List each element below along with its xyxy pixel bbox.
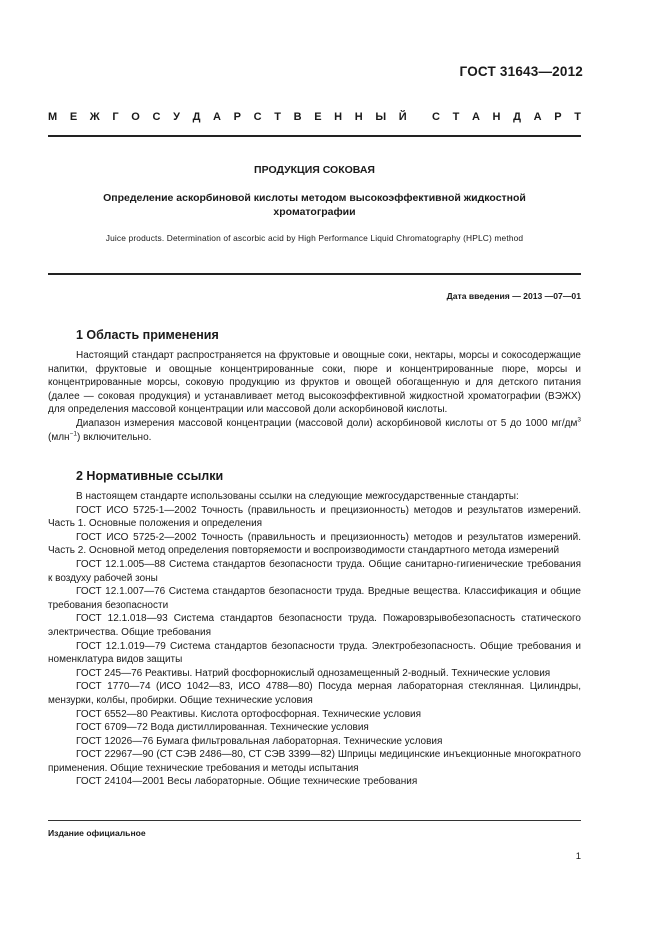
range-text: (млн (48, 431, 70, 443)
reference-item: ГОСТ 12.1.005—88 Система стандартов безопасности труда. Общие санитарно-гигиенические требования к воздуху рабочей зоны (48, 558, 581, 584)
scope-paragraph: Настоящий стандарт распространяется на фруктовые и овощные соки, нектары, морсы и сокосодержащие напитки, фруктовые и овощные концентрированные соки, пюре и концентрированные пюре, морсы и концентрированные морсы, соковую продукцию из фруктов и овощей обогащенную и для детского питания (далее — соковая продукция) и устанавливает метод высокоэффективной жидкостной хроматографии (ВЭЖХ) для определения массовой концентрации или массовой доли аскорбиновой кислоты. (48, 350, 581, 416)
reference-item: ГОСТ 245—76 Реактивы. Натрий фосфорнокислый однозамещенный 2-водный. Технические условия (76, 667, 551, 679)
interstate-letter: Н (492, 111, 501, 123)
unit-exponent: 3 (577, 416, 581, 424)
reference-item: ГОСТ 12.1.019—79 Система стандартов безопасности труда. Электробезопасность. Общие требования и номенклатура видов защиты (48, 640, 581, 666)
interstate-letter: С (152, 111, 161, 123)
section-2-body (48, 490, 581, 789)
interstate-letter: Д (513, 111, 521, 123)
interstate-letter: О (131, 111, 140, 123)
interstate-letter: Р (554, 111, 562, 123)
interstate-letter: Р (233, 111, 241, 123)
interstate-letter: Ы (375, 111, 387, 123)
range-text: Диапазон измерения массовой концентрации (массовой доли) аскорбиновой кислоты от 5 до 1000 мг/дм (76, 417, 578, 429)
reference-item: ГОСТ 22967—90 (СТ СЭВ 2486—80, СТ СЭВ 3399—82) Шприцы медицинские инъекционные многократного применения. Общие технические требования и методы испытания (48, 749, 581, 774)
interstate-letter: С (253, 111, 262, 123)
intro-date: Дата введения — 2013 —07—01 (446, 291, 581, 301)
interstate-letter: Т (274, 111, 281, 123)
interstate-letter: С (431, 111, 440, 123)
section-1-body (48, 349, 581, 444)
interstate-letter: Е (314, 111, 322, 123)
interstate-letter: Е (69, 111, 78, 123)
interstate-letter: В (293, 111, 302, 123)
english-title: Juice products. Determination of ascorbic acid by High Performance Liquid Chromatography (HPLC) method (105, 233, 524, 243)
interstate-letter: Н (334, 111, 343, 123)
unit-exponent: −1 (69, 430, 77, 438)
interstate-letter: А (213, 111, 221, 123)
interstate-letter: Т (452, 111, 460, 123)
reference-item: ГОСТ 6709—72 Вода дистиллированная. Технические условия (76, 722, 369, 734)
interstate-letter: М (48, 111, 58, 123)
interstate-letter: А (471, 111, 480, 123)
page-number: 1 (575, 851, 581, 862)
reference-item: ГОСТ ИСО 5725-2—2002 Точность (правильность и прецизионность) методов и результатов измерений. Часть 2. Основной метод определения повторяемости и воспроизводимости стандартного метода измерений (48, 531, 581, 557)
reference-item: ГОСТ 12026—76 Бумага фильтровальная лабораторная. Технические условия (76, 735, 443, 747)
interstate-letter: Н (354, 111, 363, 123)
range-text: ) включительно. (76, 431, 152, 443)
gost-code: ГОСТ 31643—2012 (459, 64, 583, 79)
document-subtitle: Определение аскорбиновой кислоты методом высокоэффективной жидкостной хроматографии (103, 192, 526, 218)
interstate-letter: Ж (89, 111, 100, 123)
refs-intro: В настоящем стандарте использованы ссылки на следующие межгосударственные стандарты: (76, 491, 519, 502)
edition-label: Издание официальное (48, 828, 146, 838)
reference-item: ГОСТ 12.1.007—76 Система стандартов безопасности труда. Вредные вещества. Классификация и общие требования безопасности (48, 586, 581, 611)
interstate-letter: Г (112, 111, 119, 123)
header-rule (48, 135, 581, 137)
interstate-letter: А (533, 111, 542, 123)
interstate-letter: Й (398, 111, 407, 123)
reference-item: ГОСТ 6552—80 Реактивы. Кислота ортофосфорная. Технические условия (76, 708, 422, 720)
interstate-letter: Д (192, 111, 201, 123)
range-paragraph (48, 417, 581, 444)
title-rule (48, 273, 581, 275)
product-title: ПРОДУКЦИЯ СОКОВАЯ (254, 164, 375, 176)
interstate-letter: Т (574, 111, 581, 123)
section-1-heading: 1 Область применения (76, 328, 219, 342)
reference-item: ГОСТ 24104—2001 Весы лабораторные. Общие технические требования (76, 776, 418, 788)
reference-item: ГОСТ 12.1.018—93 Система стандартов безопасности труда. Пожаровзрывобезопасность статического электричества. Общие требования (48, 613, 581, 638)
section-2-heading: 2 Нормативные ссылки (76, 469, 224, 483)
footer-rule (48, 820, 581, 821)
interstate-letter: У (173, 111, 180, 123)
reference-item: ГОСТ ИСО 5725-1—2002 Точность (правильность и прецизионность) методов и результатов измерений. Часть 1. Основные положения и определения (48, 504, 581, 530)
reference-item: ГОСТ 1770—74 (ИСО 1042—83, ИСО 4788—80) Посуда мерная лабораторная стеклянная. Цилиндры, мензурки, колбы, пробирки. Общие технические условия (48, 681, 581, 706)
interstate-standard-heading (48, 111, 581, 123)
